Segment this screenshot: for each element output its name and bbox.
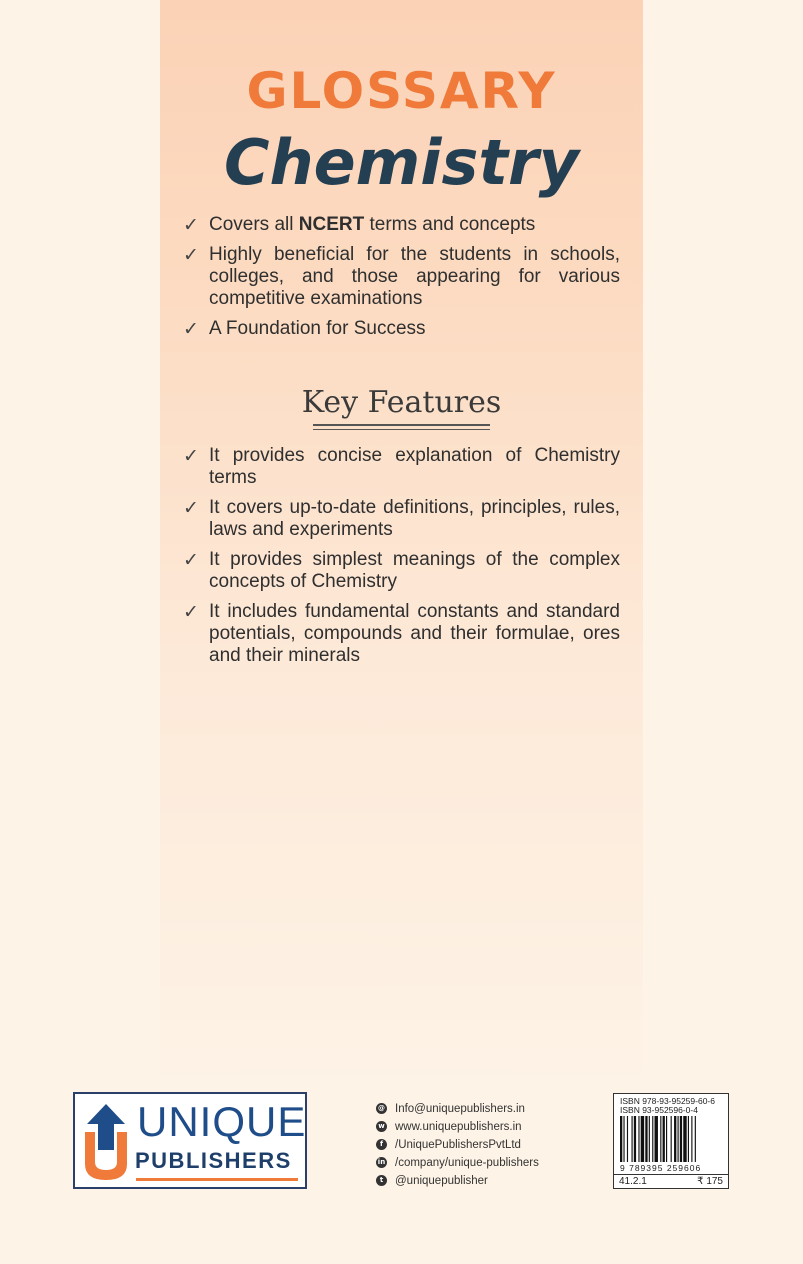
- logo-underline: [136, 1178, 298, 1181]
- feature-item: ✓ It provides concise explanation of Chemistry terms: [183, 445, 620, 488]
- barcode-bar: [695, 1116, 696, 1162]
- contact-facebook[interactable]: f /UniquePublishersPvtLtd: [376, 1136, 539, 1154]
- barcode-bar: [671, 1116, 672, 1162]
- feature-item: ✓ It includes fundamental constants and standard potentials, compounds and their formulae, ores and their minerals: [183, 601, 620, 666]
- barcode-bar: [691, 1116, 692, 1162]
- publisher-logo: [73, 1092, 307, 1189]
- check-icon: ✓: [183, 244, 199, 266]
- feature-item: ✓ It covers up-to-date definitions, principles, rules, laws and experiments: [183, 497, 620, 540]
- barcode-bar: [678, 1116, 679, 1162]
- key-features-heading: Key Features: [301, 385, 502, 420]
- linkedin-icon: in: [377, 1158, 386, 1166]
- intro-item: ✓ A Foundation for Success: [183, 318, 426, 340]
- barcode-code: 41.2.1: [619, 1176, 647, 1187]
- barcode-bar: [674, 1116, 676, 1162]
- check-icon: ✓: [183, 549, 199, 571]
- barcode-box: [613, 1093, 729, 1189]
- feature-item: ✓ It provides simplest meanings of the complex concepts of Chemistry: [183, 549, 620, 592]
- barcode-bar: [641, 1116, 644, 1162]
- logo-name-publishers: PUBLISHERS: [135, 1148, 292, 1173]
- barcode-bar: [655, 1116, 658, 1162]
- check-icon: ✓: [183, 318, 199, 340]
- barcode-bar: [638, 1116, 639, 1162]
- barcode-bar: [623, 1116, 624, 1162]
- contact-website[interactable]: w www.uniquepublishers.in: [376, 1118, 539, 1136]
- email-icon: @: [378, 1104, 385, 1112]
- barcode-bar: [645, 1116, 647, 1162]
- check-icon: ✓: [183, 214, 199, 236]
- isbn-13: ISBN 978-93-95259-60-6: [620, 1096, 715, 1106]
- price: ₹ 175: [697, 1176, 723, 1187]
- heading-underline: [313, 424, 490, 426]
- intro-item: ✓ Highly beneficial for the students in schools, colleges, and those appearing for various competitive examinations: [183, 244, 620, 309]
- barcode-bar: [652, 1116, 653, 1162]
- barcode-bar: [649, 1116, 650, 1162]
- check-icon: ✓: [183, 497, 199, 519]
- barcode-bar: [660, 1116, 661, 1162]
- barcode-bar: [634, 1116, 636, 1162]
- twitter-icon: t: [376, 1175, 387, 1186]
- logo-name-unique: UNIQUE: [137, 1098, 307, 1145]
- intro-item: ✓ Covers all NCERT terms and concepts: [183, 214, 536, 236]
- barcode-bar: [666, 1116, 667, 1162]
- check-icon: ✓: [183, 445, 199, 467]
- intro-list: [183, 214, 620, 348]
- contact-list: [376, 1100, 539, 1190]
- isbn-10: ISBN 93-952596-0-4: [620, 1105, 698, 1115]
- barcode-bar: [620, 1116, 622, 1162]
- barcode-bar: [683, 1116, 686, 1162]
- heading-underline: [313, 429, 490, 430]
- title-chemistry: Chemistry: [223, 126, 580, 199]
- contact-linkedin[interactable]: in /company/unique-publishers: [377, 1157, 539, 1169]
- barcode-bar: [627, 1116, 628, 1162]
- check-icon: ✓: [183, 601, 199, 623]
- barcode-bar: [688, 1116, 689, 1162]
- facebook-icon: f: [376, 1139, 387, 1150]
- title-glossary: GLOSSARY: [246, 62, 557, 120]
- barcode-bars: [620, 1116, 724, 1162]
- logo-u-arrow-icon: [83, 1102, 129, 1182]
- barcode-bar: [663, 1116, 665, 1162]
- contact-email[interactable]: @ Info@uniquepublishers.in: [378, 1103, 525, 1115]
- key-features-list: [183, 445, 620, 675]
- barcode-digits: 9 789395 259606: [620, 1163, 702, 1173]
- barcode-divider: [614, 1174, 728, 1175]
- barcode-bar: [680, 1116, 682, 1162]
- barcode-bar: [632, 1116, 633, 1162]
- contact-twitter[interactable]: t @uniquepublisher: [376, 1172, 539, 1190]
- web-icon: w: [376, 1121, 387, 1132]
